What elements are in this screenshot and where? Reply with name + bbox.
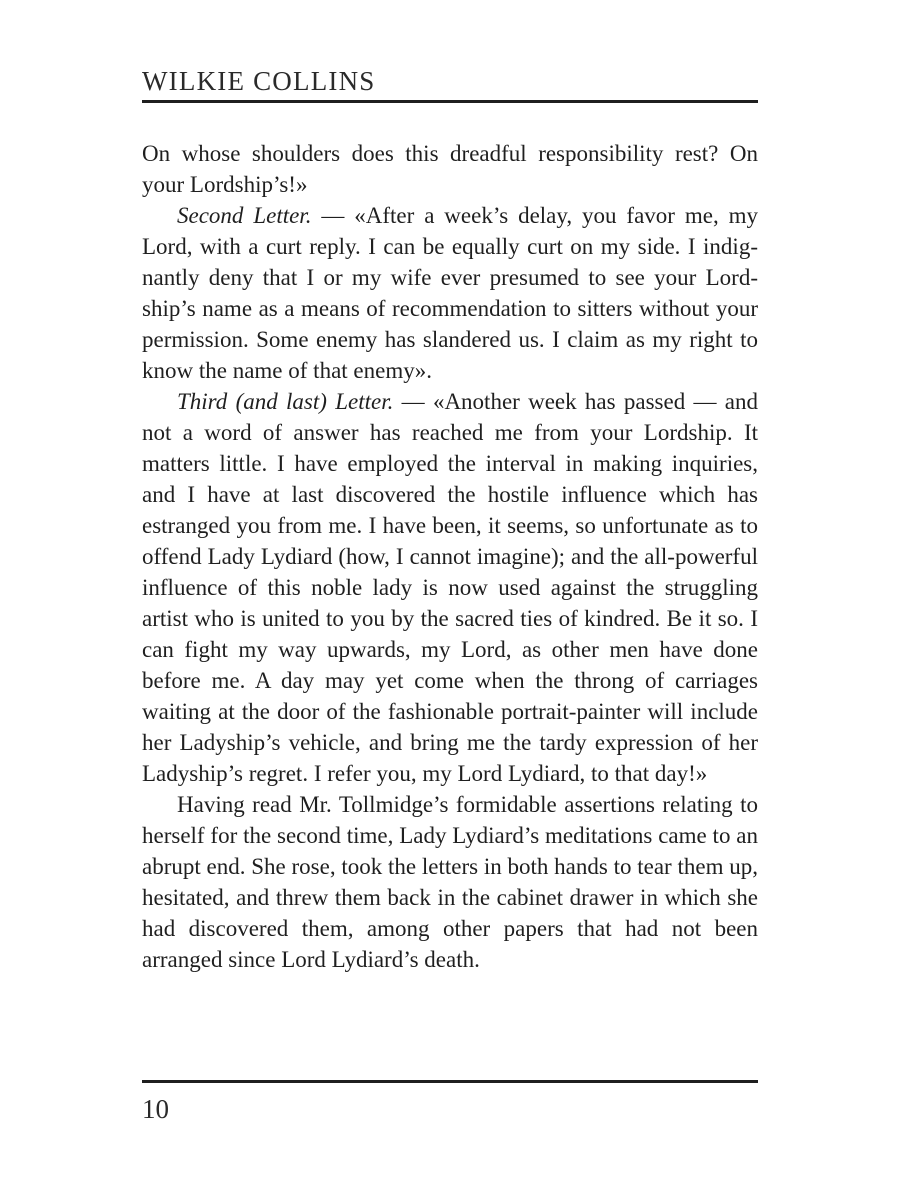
paragraph-4 [142,789,758,975]
footer-rule [142,1080,758,1083]
page-number: 10 [142,1094,169,1124]
paragraph-text: — «Another week has passed — and not a word of answer has reached me from your Lordship. It matters little. I have employed the interval in making inquiries, and I have at last discovered the hostile influence which has estranged you from me. I have been, it seems, so unfortunate as to offend Lady Lydiard (how, I cannot imagine); and the all-powerful influence of this noble lady is now used against the struggling artist who is united to you by the sacred ties of kindred. Be it so. I can fight my way upwards, my Lord, as other men have done before me. A day may yet come when the throng of carriages waiting at the door of the fashionable portrait-painter will include her Ladyship’s vehicle, and bring me the tardy expression of her Ladyship’s regret. I refer you, my Lord Lydiard, to that day!» [142,389,758,786]
paragraph-1 [142,138,758,200]
paragraph-text: On whose shoulders does this dreadful responsibility rest? On your Lordship’s!» [142,141,758,197]
running-head: WILKIE COLLINS [142,66,376,96]
paragraph-text: — «After a week’s delay, you favor me, my Lord, with a curt reply. I can be equally curt on my side. I indignantly deny that I or my wife ever presumed to see your Lordship’s name as a means of recommendation to sitters without your permission. Some enemy has slandered us. I claim as my right to know the name of that enemy». [142,203,759,383]
paragraph-3 [142,386,758,789]
paragraph-lead: Second Letter. [177,203,312,228]
header-rule [142,100,758,103]
paragraph-lead: Third (and last) Letter. [177,389,394,414]
paragraph-2 [142,200,758,386]
paragraph-text: Having read Mr. Tollmidge’s formidable assertions relating to herself for the second time, Lady Lydiard’s meditations came to an abrupt end. She rose, took the letters in both hands to tear them up, hesitated, and threw them back in the cabinet drawer in which she had discovered them, among other papers that had not been arranged since Lord Lydiard’s death. [142,792,758,972]
body-text [142,138,758,975]
